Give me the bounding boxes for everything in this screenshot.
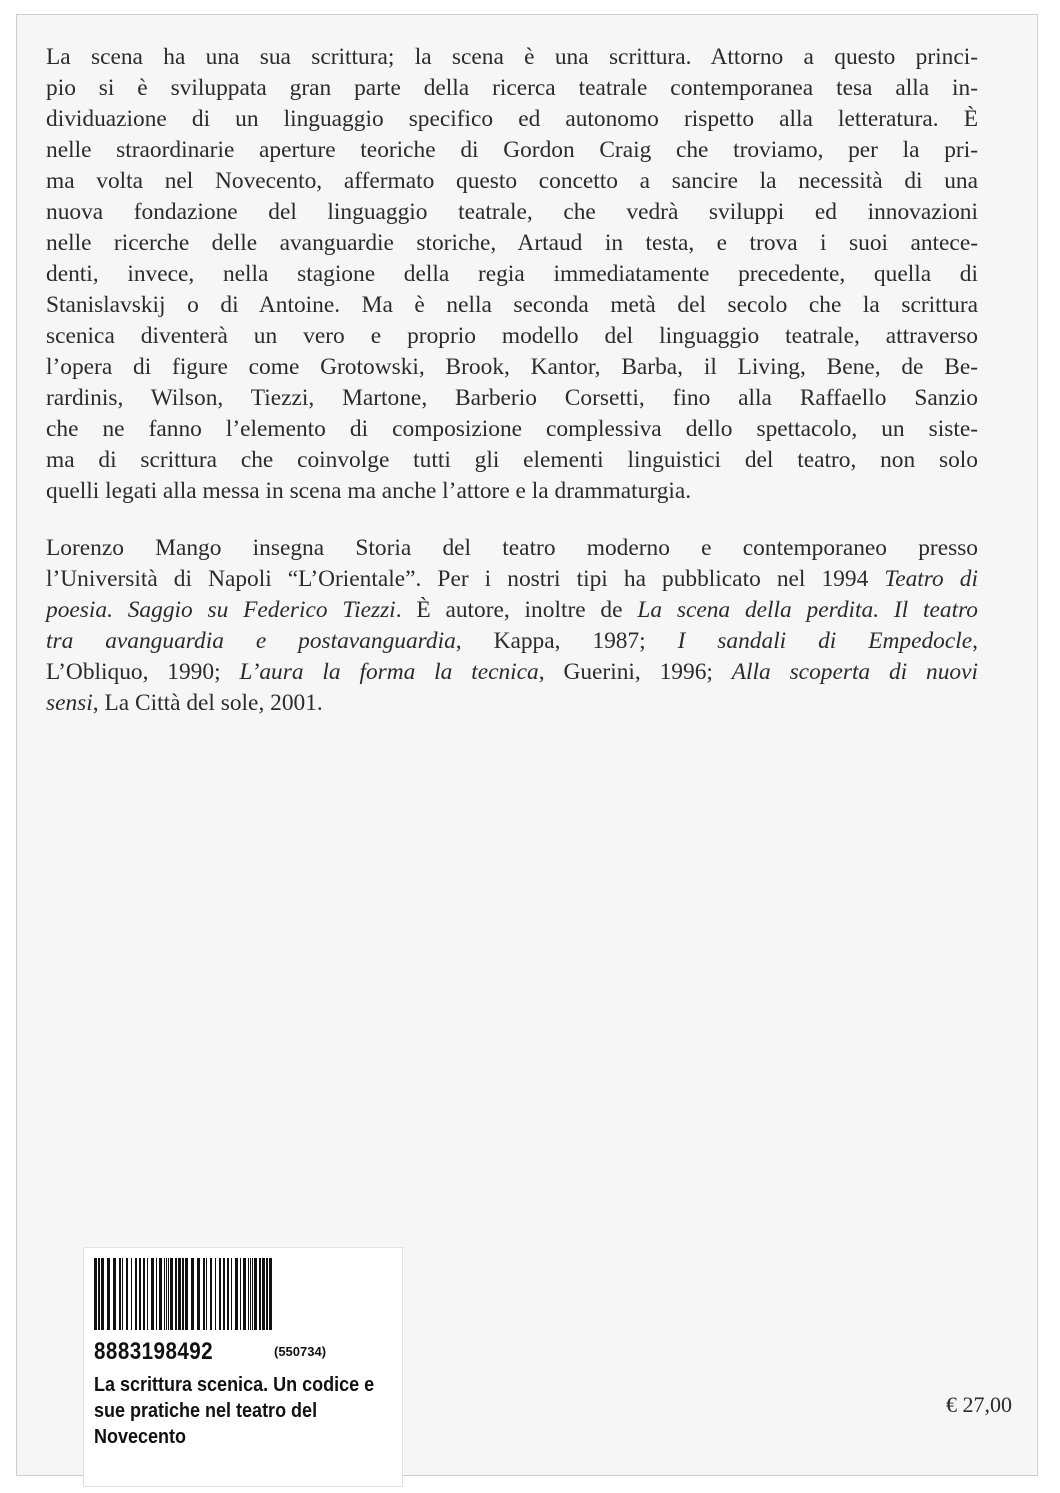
- label-title-line: Novecento: [94, 1426, 187, 1448]
- label-title-line: sue pratiche nel teatro del: [94, 1400, 318, 1422]
- bio-text: , La Città del sole, 2001.: [92, 690, 323, 716]
- barcode-bar: [210, 1258, 212, 1330]
- text-line: denti, invece, nella stagione della regia immediatamente precedente, quella di: [46, 261, 978, 287]
- barcode-bar: [131, 1258, 132, 1330]
- barcode-bar: [266, 1258, 268, 1330]
- text-line: ma volta nel Novecento, affermato questo concetto a sancire la necessità di una: [46, 168, 978, 194]
- bio-text: . È autore, inoltre de: [395, 597, 638, 623]
- barcode-bar: [126, 1258, 128, 1330]
- book-title-italic: Teatro di: [884, 566, 978, 592]
- barcode-bar: [254, 1258, 257, 1330]
- barcode-bar: [139, 1258, 141, 1330]
- text-line: ma di scrittura che coinvolge tutti gli elementi linguistici del teatro, non solo: [46, 447, 978, 473]
- text-line: [46, 657, 978, 688]
- bio-text: Lorenzo Mango insegna Storia del teatro moderno e contemporaneo presso: [46, 535, 978, 561]
- barcode-bar: [170, 1258, 173, 1330]
- text-line: l’opera di figure come Grotowski, Brook, Kantor, Barba, il Living, Bene, de Be-: [46, 354, 978, 380]
- text-line: nelle straordinarie aperture teoriche di Gordon Craig che troviamo, per la pri-: [46, 137, 978, 163]
- book-title-italic: La scena della perdita. Il teatro: [637, 597, 978, 623]
- barcode-bar: [98, 1258, 100, 1330]
- barcode-bar: [156, 1258, 157, 1330]
- barcode-bar: [107, 1258, 110, 1330]
- book-title-italic: I sandali di Empedocle: [677, 628, 973, 654]
- author-bio: [46, 533, 978, 719]
- text-line: [46, 533, 978, 564]
- barcode-bar: [259, 1258, 261, 1330]
- barcode-bar: [147, 1258, 148, 1330]
- text-line: rardinis, Wilson, Tiezzi, Martone, Barberio Corsetti, fino alla Raffaello Sanzio: [46, 385, 978, 411]
- barcode-bar: [269, 1258, 272, 1330]
- book-title-italic: L’aura la forma la tecnica: [239, 659, 539, 685]
- bio-text: l’Università di Napoli “L’Orientale”. Per i nostri tipi ha pubblicato nel 1994: [46, 566, 885, 592]
- barcode-bar: [219, 1258, 221, 1330]
- bio-text: , Kappa, 1987;: [455, 628, 678, 654]
- barcode-label: [83, 1247, 403, 1487]
- text-line: [46, 564, 978, 595]
- text-line: La scena ha una sua scrittura; la scena è una scrittura. Attorno a questo princi-: [46, 44, 978, 70]
- label-book-title: [94, 1372, 375, 1450]
- text-line: pio si è sviluppata gran parte della ricerca teatrale contemporanea tesa alla in-: [46, 75, 978, 101]
- text-line: [46, 595, 978, 626]
- text-line: dividuazione di un linguaggio specifico ed autonomo rispetto alla letteratura. È: [46, 106, 978, 132]
- barcode-bar: [159, 1258, 162, 1330]
- barcode-bar: [175, 1258, 177, 1330]
- barcode-bar: [94, 1258, 97, 1330]
- barcode-bar: [243, 1258, 246, 1330]
- label-title-line: La scrittura scenica. Un codice e: [94, 1374, 375, 1396]
- barcode-bar: [178, 1258, 181, 1330]
- text-line: nelle ricerche delle avanguardie storiche, Artaud in testa, e trova i suoi antece-: [46, 230, 978, 256]
- barcode-bar: [119, 1258, 121, 1330]
- barcode-bar: [185, 1258, 188, 1330]
- barcode-bar: [240, 1258, 241, 1330]
- isbn-number: 8883198492: [94, 1338, 214, 1365]
- barcode-bar: [168, 1258, 169, 1330]
- barcode-bar: [164, 1258, 165, 1330]
- item-code: (550734): [274, 1344, 327, 1359]
- barcode-bar: [248, 1258, 249, 1330]
- intro-paragraph: [46, 42, 978, 507]
- barcode-bar: [206, 1258, 207, 1330]
- barcode-bar: [203, 1258, 205, 1330]
- barcode-bar: [151, 1258, 154, 1330]
- barcode-bar: [227, 1258, 229, 1330]
- text-line: [46, 688, 978, 719]
- barcode-bar: [191, 1258, 194, 1330]
- barcode-bar: [101, 1258, 104, 1330]
- barcode-bar: [143, 1258, 145, 1330]
- bio-text: ,: [972, 628, 978, 654]
- price: € 27,00: [946, 1392, 1012, 1417]
- bio-text: , Guerini, 1996;: [538, 659, 732, 685]
- text-line: [46, 626, 978, 657]
- barcode-icon: [94, 1258, 372, 1330]
- barcode-bar: [113, 1258, 116, 1330]
- barcode-bar: [197, 1258, 200, 1330]
- barcode-bar: [182, 1258, 184, 1330]
- barcode-bar: [166, 1258, 167, 1330]
- barcode-bar: [122, 1258, 123, 1330]
- barcode-bar: [215, 1258, 216, 1330]
- text-line: che ne fanno l’elemento di composizione complessiva dello spettacolo, un siste-: [46, 416, 978, 442]
- barcode-bar: [250, 1258, 251, 1330]
- text-line: nuova fondazione del linguaggio teatrale, che vedrà sviluppi ed innovazioni: [46, 199, 978, 225]
- barcode-bar: [262, 1258, 265, 1330]
- text-line: Stanislavskij o di Antoine. Ma è nella seconda metà del secolo che la scrittura: [46, 292, 978, 318]
- book-title-italic: poesia. Saggio su Federico Tiezzi: [46, 597, 396, 623]
- barcode-bar: [223, 1258, 225, 1330]
- text-line: quelli legati alla messa in scena ma anche l’attore e la drammaturgia.: [46, 478, 692, 504]
- book-title-italic: Alla scoperta di nuovi: [731, 659, 978, 685]
- barcode-graphic: [94, 1258, 372, 1330]
- book-title-italic: tra avanguardia e postavanguardia: [46, 628, 456, 654]
- book-title-italic: sensi: [46, 690, 93, 716]
- barcode-bar: [231, 1258, 232, 1330]
- bio-text: L’Obliquo, 1990;: [46, 659, 240, 685]
- barcode-bar: [252, 1258, 253, 1330]
- barcode-bar: [135, 1258, 137, 1330]
- text-line: scenica diventerà un vero e proprio modello del linguaggio teatrale, attraverso: [46, 323, 978, 349]
- barcode-bar: [235, 1258, 238, 1330]
